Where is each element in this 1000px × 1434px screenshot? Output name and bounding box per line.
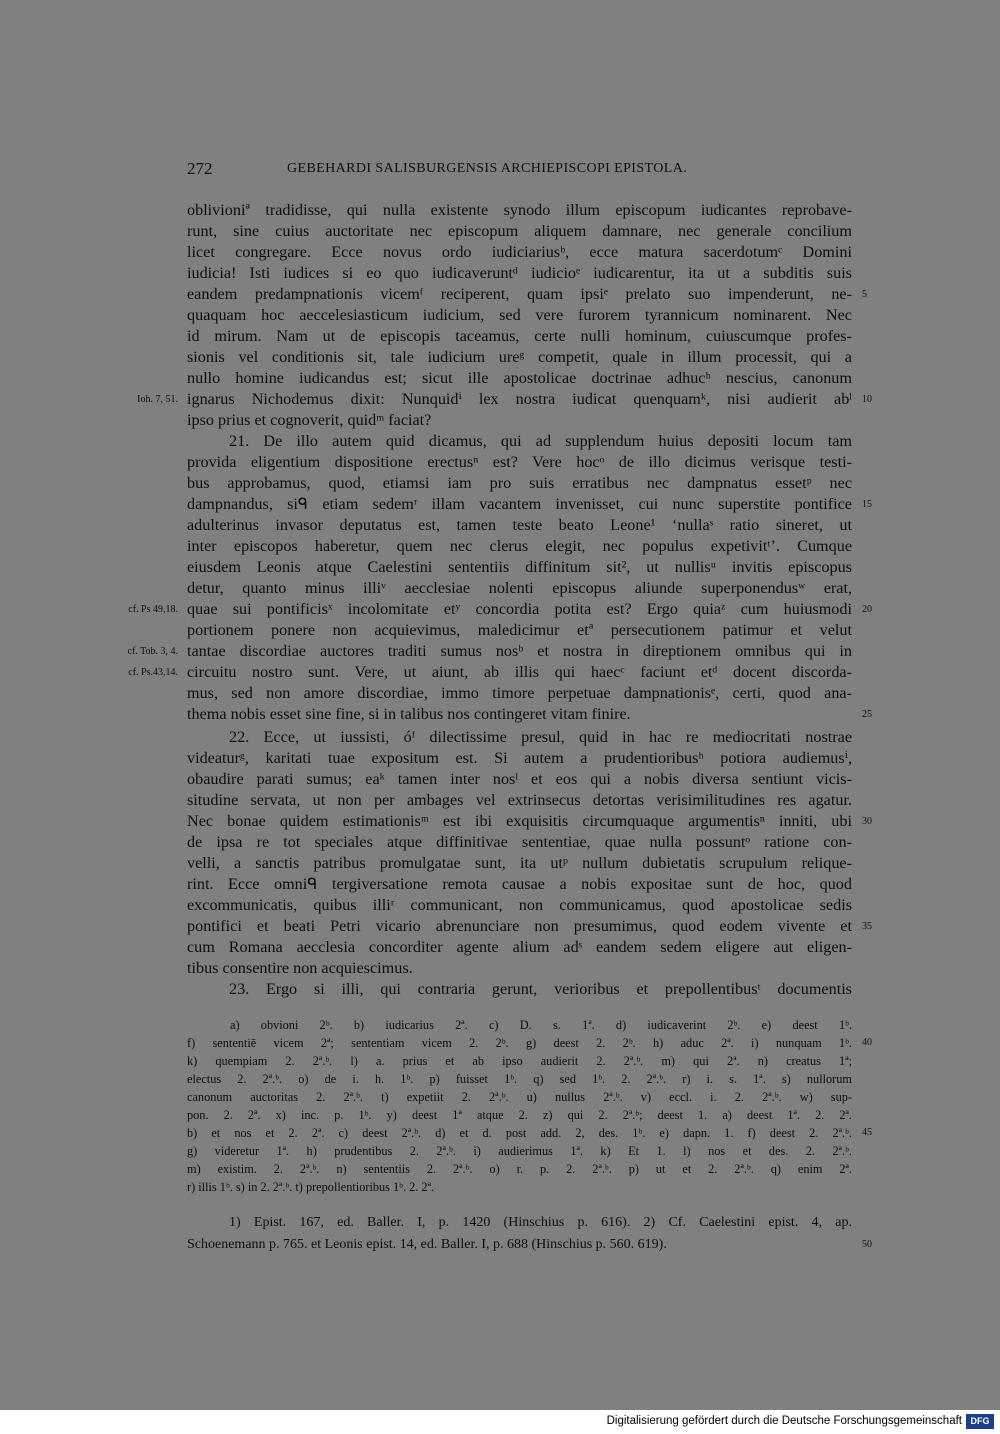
dfg-logo[interactable]: DFG <box>966 1414 994 1429</box>
footnote-line: f) sententiē vicem 2ª; sententiam vicem 2. 2ᵇ. g) deest 2. 2ᵇ. h) aduc 2ª. i) nunquam 1ᵇ. <box>187 1036 852 1050</box>
text-line: situdine servata, ut non per ambages vel extrinsecus detortas verisimilitudines res agatur. <box>187 791 852 809</box>
line-number: 30 <box>862 816 872 827</box>
text-line: dampnandus, siᑫ etiam sedemʳ illam vacantem invenisset, cui nunc superstite pontifice <box>187 495 852 513</box>
text-line: runt, sine cuius auctoritate nec episcopum aliquem damnare, nec generale concilium <box>187 222 852 240</box>
text-line: eiusdem Leonis atque Caelestini sententiis diffinitum sit², ut nullisᵘ invitis episcopus <box>187 558 852 576</box>
text-line: licet congregare. Ecce novus ordo iudiciariusᵇ, ecce matura sacerdotumᶜ Domini <box>187 243 852 261</box>
line-number: 20 <box>862 604 872 615</box>
text-line: ignarus Nichodemus dixit: Nunquidⁱ lex nostra iudicat quenquamᵏ, nisi audierit abˡ <box>187 390 852 408</box>
text-line: detur, quanto minus illiᵛ aecclesiae nolenti episcopus aliunde superponendusʷ erat, <box>187 579 852 597</box>
line-number: 35 <box>862 921 872 932</box>
text-line: sionis vel conditionis sit, tale iudicium ureᵍ competit, quale in illum processit, qui a <box>187 348 852 366</box>
footer-credit[interactable]: Digitalisierung gefördert durch die Deutsche Forschungsgemeinschaft <box>606 1415 962 1427</box>
page-header <box>187 159 852 183</box>
footnote-line: a) obvioni 2ᵇ. b) iudicarius 2ª. c) D. s. 1ª. d) iudicaverint 2ᵇ. e) deest 1ᵇ. <box>230 1018 852 1032</box>
text-line: 21. De illo autem quid dicamus, qui ad supplendum huius depositi locum tam <box>229 432 852 450</box>
footnote-line: g) videretur 1ª. h) prudentibus 2. 2ª.ᵇ. i) audierimus 1ª. k) Et 1. l) nos et des. 2. 2ª.ᵇ. <box>187 1144 852 1158</box>
line-number: 40 <box>862 1037 872 1048</box>
footnote-line: k) quempiam 2. 2ª.ᵇ. l) a. prius et ab ipso audierit 2. 2ª.ᵇ. m) qui 2ª. n) creatus 1ª; <box>187 1054 852 1068</box>
line-number: 25 <box>862 709 872 720</box>
text-line: quae sui pontificisˣ incolomitate etʸ concordia potita est? Ergo quiaᶻ cum huiusmodi <box>187 600 852 618</box>
text-line: quaquam hoc aeccelesiasticum iudicium, sed vere furorem tyrannicum nominarent. Nec <box>187 306 852 324</box>
margin-note: cf. Ps.43,14. <box>128 667 178 678</box>
text-line: portionem ponere non acquievimus, maledicimur etª persecutionem patimur et velut <box>187 621 852 639</box>
text-line: 23. Ergo si illi, qui contraria gerunt, verioribus et prepollentibusᵗ documentis <box>229 980 852 998</box>
text-line: iudicia! Isti iudices si eo quo iudicaveruntᵈ iudicioᵉ iudicarentur, ita ut a subditis suis <box>187 264 852 282</box>
text-line: de ipsa re tot speciales atque diffinitivae sententiae, quae nulla possuntᵒ ratione con- <box>187 833 852 851</box>
footnote-line: m) existim. 2. 2ª.ᵇ. n) sententiis 2. 2ª.ᵇ. o) r. p. 2. 2ª.ᵇ. p) ut et 2. 2ª.ᵇ. q) enim 2ª. <box>187 1162 852 1176</box>
line-number: 45 <box>862 1127 872 1138</box>
text-line: ipso prius et cognoverit, quidᵐ faciat? <box>187 411 432 429</box>
text-line: id mirum. Nam ut de episcopis taceamus, certe nulli hominum, cuiuscumque profes- <box>187 327 852 345</box>
text-line: videaturᵍ, karitati tuae expositum est. Si autem a prudentioribusʰ potiora audiemusⁱ, <box>187 749 852 767</box>
footnote-line: b) et nos et 2. 2ª. c) deest 2ª.ᵇ. d) et d. post add. 2, des. 1ᵇ. e) dapn. 1. f) deest 2. 2ª.ᵇ. <box>187 1126 852 1140</box>
text-line: thema nobis esset sine fine, si in talibus nos contingeret vitam finire. <box>187 705 631 723</box>
text-line: 22. Ecce, ut iussisti, óᶠ dilectissime presul, quid in hac re mediocritati nostrae <box>229 728 852 746</box>
footnote-line: electus 2. 2ª.ᵇ. o) de i. h. 1ᵇ. p) fuisset 1ᵇ. q) sed 1ᵇ. 2. 2ª.ᵇ. r) i. s. 1ª. s) nullorum <box>187 1072 852 1086</box>
text-line: eandem predampnationis vicemᶠ reciperent, quam ipsiᵉ prelato suo impenderunt, ne- <box>187 285 852 303</box>
page-number: 272 <box>187 159 213 178</box>
text-line: nullo homine iudicandus est; sicut ille apostolicae doctrinae adhucʰ nescius, canonum <box>187 369 852 387</box>
text-line: provida eligentium dispositione erectusⁿ est? Vere hocᵒ de illo dicimus verisque testi- <box>187 453 852 471</box>
text-line: obaudire parati sumus; eaᵏ tamen inter nosˡ et eos qui a nobis diversa sentiunt vicis- <box>187 770 852 788</box>
line-number: 50 <box>862 1239 872 1250</box>
text-line: velli, a sanctis patribus promulgatae sunt, ita utᵖ nullum dubietatis scrupulum relique- <box>187 854 852 872</box>
text-line: mus, sed non amore discordiae, immo timore perpetuae dampnationisᵉ, certi, quod ana- <box>187 684 852 702</box>
running-title: GEBEHARDI SALISBURGENSIS ARCHIEPISCOPI EPISTOLA. <box>287 161 688 176</box>
footnote-line: r) illis 1ᵇ. s) in 2. 2ª.ᵇ. t) prepollentioribus 1ᵇ. 2. 2ª. <box>187 1180 435 1194</box>
reference-line: 1) Epist. 167, ed. Baller. I, p. 1420 (Hinschius p. 616). 2) Cf. Caelestini epist. 4, ap. <box>229 1215 852 1230</box>
text-line: rint. Ecce omniᑫ tergiversatione remota causae a nobis expositae sunt de hoc, quod <box>187 875 852 893</box>
text-line: oblivioniª tradidisse, qui nulla existente synodo illum episcopum iudicantes reprobave- <box>187 201 852 219</box>
margin-note: cf. Tob. 3, 4. <box>127 646 178 657</box>
text-line: tibus consentire non acquiescimus. <box>187 959 413 977</box>
text-line: cum Romana aecclesia concorditer agente alium adˢ eandem sedem eligere aut eligen- <box>187 938 852 956</box>
text-line: excommunicatis, quibus illiʳ communicant, non communicamus, quod apostolicae sedis <box>187 896 852 914</box>
text-line: circuitu nostro sunt. Vere, ut aiunt, ab illis qui haecᶜ faciunt etᵈ docent discorda- <box>187 663 852 681</box>
text-line: inter episcopos haberetur, quem nec clerus elegit, nec populus expetivitᵗ’. Cumque <box>187 537 852 555</box>
footer-bar <box>0 1410 1000 1434</box>
reference-line: Schoenemann p. 765. et Leonis epist. 14, ed. Baller. I, p. 688 (Hinschius p. 560. 619). <box>187 1237 667 1252</box>
footnote-line: canonum auctoritas 2. 2ª.ᵇ. t) expetiit 2. 2ª.ᵇ. u) nullus 2ª.ᵇ. v) eccl. i. 2. 2ª.ᵇ. w) sup- <box>187 1090 852 1104</box>
text-line: bus approbamus, quod, etiamsi iam pro suis erratibus nec dampnatus essetᵖ nec <box>187 474 852 492</box>
text-line: Nec bonae quidem estimationisᵐ est ibi exquisitis circumquaque argumentisⁿ inniti, ubi <box>187 812 852 830</box>
footnote-line: pon. 2. 2ª. x) inc. p. 1ᵇ. y) deest 1ª atque 2. z) qui 2. 2ª.ᵇ; deest 1. a) deest 1ª. 2. 2ª. <box>187 1108 852 1122</box>
line-number: 5 <box>862 289 867 300</box>
margin-note: cf. Ps 49,18. <box>128 604 178 615</box>
text-line: adulterinus invasor deputatus est, tamen teste beato Leone¹ ‘nullaˢ ratio sineret, ut <box>187 516 852 534</box>
text-line: pontifici et beati Petri vicario abrenunciare non presumimus, quod eodem vivente et <box>187 917 852 935</box>
text-line: tantae discordiae auctores traditi sumus nosᵇ et nostra in direptionem omnibus qui in <box>187 642 852 660</box>
margin-note: Ioh. 7, 51. <box>137 394 178 405</box>
line-number: 10 <box>862 394 872 405</box>
line-number: 15 <box>862 499 872 510</box>
